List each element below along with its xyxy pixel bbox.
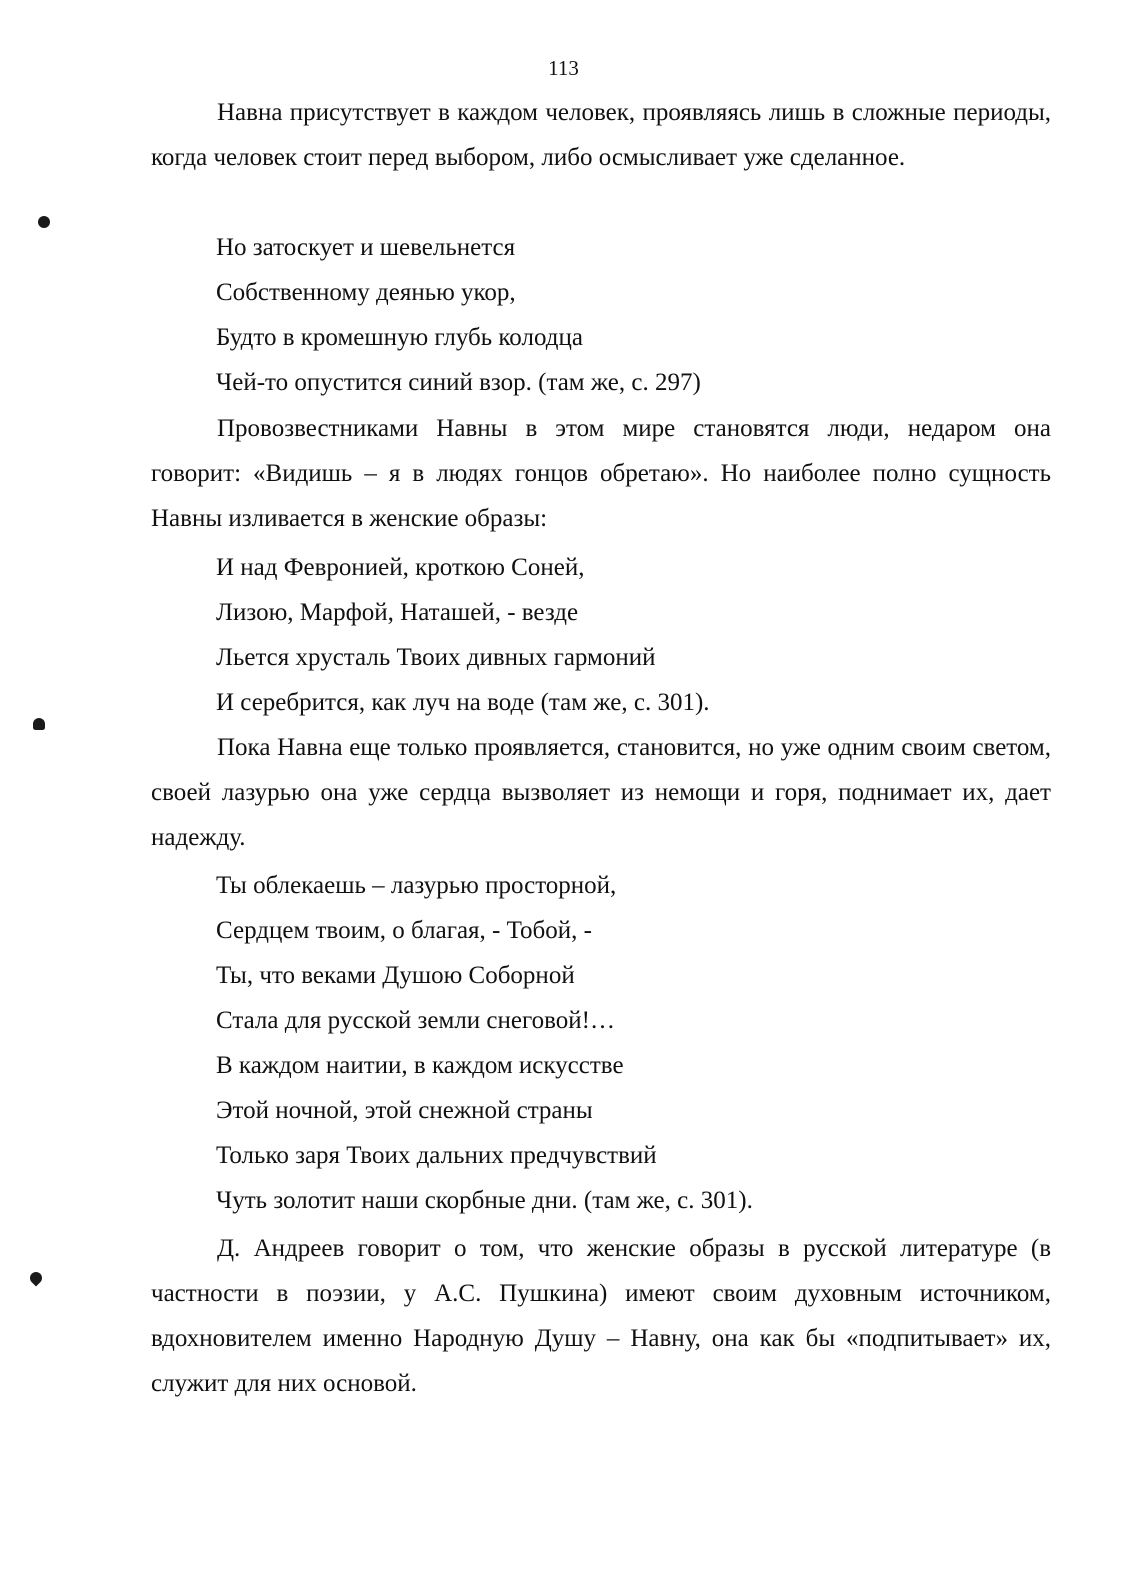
poem-line: В каждом наитии, в каждом искусстве: [216, 1052, 624, 1079]
punch-hole-mark: [28, 1270, 45, 1287]
poem-line: И над Февронией, кроткою Соней,: [216, 554, 585, 581]
poem-stanza: [216, 863, 1056, 1223]
punch-hole-mark: [33, 718, 45, 730]
poem-line: И серебрится, как луч на воде (там же, с. 301).: [216, 689, 710, 716]
poem-line: Стала для русской земли снеговой!…: [216, 1007, 615, 1034]
poem-line: Сердцем твоим, о благая, - Тобой, -: [216, 917, 592, 944]
poem-line: Но затоскует и шевельнется: [216, 234, 516, 261]
poem-line: Льется хрусталь Твоих дивных гармоний: [216, 644, 656, 671]
poem-stanza: [216, 225, 1056, 405]
poem-stanza: [216, 545, 1056, 725]
poem-line: Чуть золотит наши скорбные дни. (там же, с. 301).: [216, 1187, 753, 1214]
poem-line: Чей-то опустится синий взор. (там же, с. 297): [216, 369, 701, 396]
poem-line: Лизою, Марфой, Наташей, - везде: [216, 599, 579, 626]
page-number: 113: [548, 56, 579, 80]
paragraph: Провозвестниками Навны в этом мире становятся люди, недаром она говорит: «Видишь – я в людях гонцов обретаю». Но наиболее полно сущность Навны изливается в женские образы:: [151, 415, 1051, 532]
paragraph: Навна присутствует в каждом человек, проявляясь лишь в сложные периоды, когда человек стоит перед выбором, либо осмысливает уже сделанное.: [151, 99, 1051, 171]
punch-hole-mark: [38, 216, 50, 228]
poem-line: Только заря Твоих дальних предчувствий: [216, 1142, 657, 1169]
poem-line: Ты, что веками Душою Соборной: [216, 962, 575, 989]
paragraph: Пока Навна еще только проявляется, становится, но уже одним своим светом, своей лазурью она уже сердца вызволяет из немощи и горя, поднимает их, дает надежду.: [151, 734, 1051, 851]
poem-line: Ты облекаешь – лазурью просторной,: [216, 872, 617, 899]
poem-line: Собственному деянью укор,: [216, 279, 516, 306]
poem-line: Этой ночной, этой снежной страны: [216, 1097, 593, 1124]
paragraph: Д. Андреев говорит о том, что женские образы в русской литературе (в частности в поэзии, у А.С. Пушкина) имеют своим духовным источником, вдохновителем именно Народную Душу – Навну, она как бы «подпитывает» их, служит для них основой.: [151, 1235, 1051, 1397]
poem-line: Будто в кромешную глубь колодца: [216, 324, 583, 351]
